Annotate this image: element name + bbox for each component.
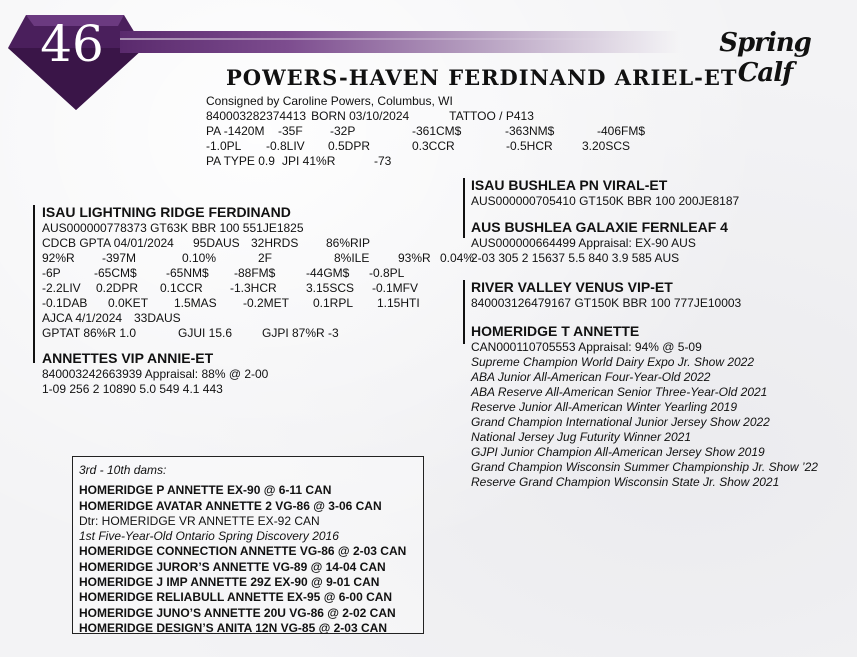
class-label: Spring Calf <box>719 28 811 88</box>
dams-box-line-5: HOMERIDGE CONNECTION ANNETTE VG-86 @ 2-03 CAN <box>79 544 407 559</box>
dams-box-line-3: Dtr: HOMERIDGE VR ANNETTE EX-92 CAN <box>79 513 320 528</box>
dams-dam-honor-2: ABA Junior All-American Four-Year-Old 2022 <box>471 370 711 384</box>
dam-reg: 840003242663939 Appraisal: 88% @ 2-00 <box>42 367 269 381</box>
dams-box-line-9: HOMERIDGE JUNO’S ANNETTE 20U VG-86 @ 2-02 CAN <box>79 605 396 620</box>
sire-bracket <box>33 205 35 363</box>
sire-name: ISAU LIGHTNING RIDGE FERDINAND <box>42 204 291 220</box>
dam-block <box>42 350 268 397</box>
dams-box-line-2: HOMERIDGE AVATAR ANNETTE 2 VG-86 @ 3-06 CAN <box>79 498 382 513</box>
dams-dam-honor-3: ABA Reserve All-American Senior Three-Year-Old 2021 <box>471 385 768 399</box>
dams-dam-name: HOMERIDGE T ANNETTE <box>471 323 640 339</box>
dam-name: ANNETTES VIP ANNIE-ET <box>42 350 214 366</box>
dams-box-line-7: HOMERIDGE J IMP ANNETTE 29Z EX-90 @ 9-01 CAN <box>79 575 380 590</box>
dams-box-line-4: 1st Five-Year-Old Ontario Spring Discovery 2016 <box>79 529 339 544</box>
sire-parents-bracket <box>463 178 465 238</box>
dams-dam-honor-6: National Jersey Jug Futurity Winner 2021 <box>471 430 691 444</box>
dams-dam-honor-8: Grand Champion Wisconsin Summer Championship Jr. Show ’22 <box>471 460 818 474</box>
dams-box-heading: 3rd - 10th dams: <box>79 463 167 477</box>
pa-line-3: PA TYPE 0.9 JPI 41%R -73 <box>206 154 392 168</box>
sire-line-3: -6P -65CM$ -65NM$ -88FM$ -44GM$ -0.8PL <box>42 266 405 280</box>
animal-info <box>206 94 645 169</box>
registration-line: 840003282374413 BORN 03/10/2024 TATTOO / P413 <box>206 109 534 123</box>
dams-sire-name: RIVER VALLEY VENUS VIP-ET <box>471 279 673 295</box>
dams-box-line-10: HOMERIDGE DESIGN’S ANITA 12N VG-85 @ 2-03 CAN <box>79 620 387 635</box>
sire-line-7: GPTAT 86%R 1.0 GJUI 15.6 GJPI 87%R -3 <box>42 326 339 340</box>
sires-dam-name: AUS BUSHLEA GALAXIE FERNLEAF 4 <box>471 219 728 235</box>
dam-record: 1-09 256 2 10890 5.0 549 4.1 443 <box>42 382 223 396</box>
dams-box-line-1: HOMERIDGE P ANNETTE EX-90 @ 6-11 CAN <box>79 483 332 498</box>
dams-dam-honor-1: Supreme Champion World Dairy Expo Jr. Show 2022 <box>471 355 755 369</box>
dam-parents-bracket <box>463 280 465 344</box>
sire-reg: AUS000000778373 GT63K BBR 100 551JE1825 <box>42 221 304 235</box>
sire-line-4: -2.2LIV 0.2DPR 0.1CCR -1.3HCR 3.15SCS -0.1MFV <box>42 281 419 295</box>
sires-sire-name: ISAU BUSHLEA PN VIRAL-ET <box>471 177 668 193</box>
dams-dam-honor-9: Reserve Grand Champion Wisconsin State Jr. Show 2021 <box>471 475 780 489</box>
lot-number: 46 <box>40 15 104 73</box>
dams-sire-reg: 840003126479167 GT150K BBR 100 777JE10003 <box>471 296 742 310</box>
sire-line-6: AJCA 4/1/2024 33DAUS <box>42 311 181 325</box>
animal-name: POWERS-HAVEN FERDINAND ARIEL-ET <box>226 65 738 90</box>
dams-dam-reg: CAN000110705553 Appraisal: 94% @ 5-09 <box>471 340 702 354</box>
sire-line-2: 92%R -397M 0.10% 2F 8%ILE 93%R 0.04% <box>42 251 475 265</box>
title-banner <box>120 31 680 53</box>
dams-box <box>72 456 424 634</box>
sires-sire-reg: AUS000000705410 GT150K BBR 100 200JE8187 <box>471 194 740 208</box>
title-banner-stripe <box>120 38 640 40</box>
dams-dam-honor-4: Reserve Junior All-American Winter Yearling 2019 <box>471 400 738 414</box>
sires-dam-record: 2-03 305 2 15637 5.5 840 3.9 585 AUS <box>471 251 680 265</box>
pa-line-1: PA -1420M -35F -32P -361CM$ -363NM$ -406FM$ <box>206 124 646 138</box>
sire-block <box>42 204 474 341</box>
sires-sire-block <box>471 177 739 209</box>
sire-line-5: -0.1DAB 0.0KET 1.5MAS -0.2MET 0.1RPL 1.15HTI <box>42 296 420 310</box>
dams-dam-honor-5: Grand Champion International Junior Jersey Show 2022 <box>471 415 770 429</box>
pa-line-2: -1.0PL -0.8LIV 0.5DPR 0.3CCR -0.5HCR 3.20SCS <box>206 139 631 153</box>
dams-dam-honor-7: GJPI Junior Champion All-American Jersey Show 2019 <box>471 445 765 459</box>
dams-dam-block <box>471 323 818 490</box>
consignor-line: Consigned by Caroline Powers, Columbus, WI <box>206 94 453 108</box>
dams-box-line-6: HOMERIDGE JUROR’S ANNETTE VG-89 @ 14-04 CAN <box>79 559 386 574</box>
sire-line-1: CDCB GPTA 04/01/2024 95DAUS 32HRDS 86%RIP <box>42 236 371 250</box>
dams-sire-block <box>471 279 741 311</box>
dams-box-line-8: HOMERIDGE RELIABULL ANNETTE EX-95 @ 6-00 CAN <box>79 590 393 605</box>
sires-dam-reg: AUS000000664499 Appraisal: EX-90 AUS <box>471 236 696 250</box>
sires-dam-block <box>471 219 728 266</box>
